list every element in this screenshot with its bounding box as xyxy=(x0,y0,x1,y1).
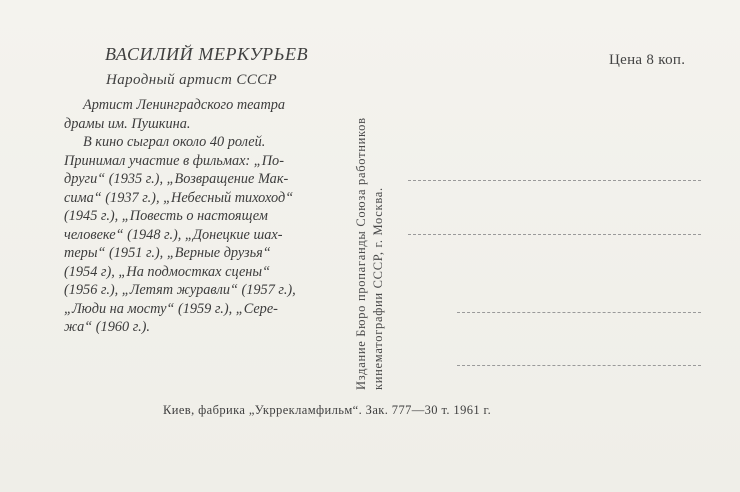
printer-imprint: Киев, фабрика „Укррекламфильм“. Зак. 777—30 т. 1961 г. xyxy=(163,403,492,417)
actor-name: ВАСИЛИЙ МЕРКУРЬЕВ xyxy=(105,44,309,64)
bio-line: Артист Ленинградского театра xyxy=(83,97,286,113)
bio-line: (1945 г.), „Повесть о настоящем xyxy=(64,208,268,224)
bio-line: жа“ (1960 г.). xyxy=(64,319,151,335)
bio-line: человеке“ (1948 г.), „Донецкие шах- xyxy=(64,226,283,243)
price-label: Цена 8 коп. xyxy=(609,52,686,68)
bio-line: (1954 г), „На подмостках сцены“ xyxy=(64,263,271,280)
bio-line: „Люди на мосту“ (1959 г.), „Сере- xyxy=(64,300,278,317)
publisher-imprint xyxy=(353,50,387,390)
biography xyxy=(64,96,364,337)
bio-line: други“ (1935 г.), „Возвращение Мак- xyxy=(64,171,289,187)
bio-line: драмы им. Пушкина. xyxy=(64,115,191,132)
publisher-line: Издание Бюро пропаганды Союза работников xyxy=(354,117,368,390)
bio-line: Принимал участие в фильмах: „По- xyxy=(64,152,284,169)
bio-line: сима“ (1937 г.), „Небесный тихоход“ xyxy=(64,189,294,206)
address-line xyxy=(408,234,701,235)
actor-title: Народный артист СССР xyxy=(106,72,278,88)
bio-line: теры“ (1951 г.), „Верные друзья“ xyxy=(64,245,271,261)
address-line xyxy=(457,312,701,313)
bio-line: В кино сыграл около 40 ролей. xyxy=(83,134,266,150)
address-line xyxy=(457,365,701,366)
publisher-line: кинематографии СССР, г. Москва. xyxy=(371,187,385,390)
bio-line: (1956 г.), „Летят журавли“ (1957 г.), xyxy=(64,282,296,298)
address-line xyxy=(408,180,701,181)
